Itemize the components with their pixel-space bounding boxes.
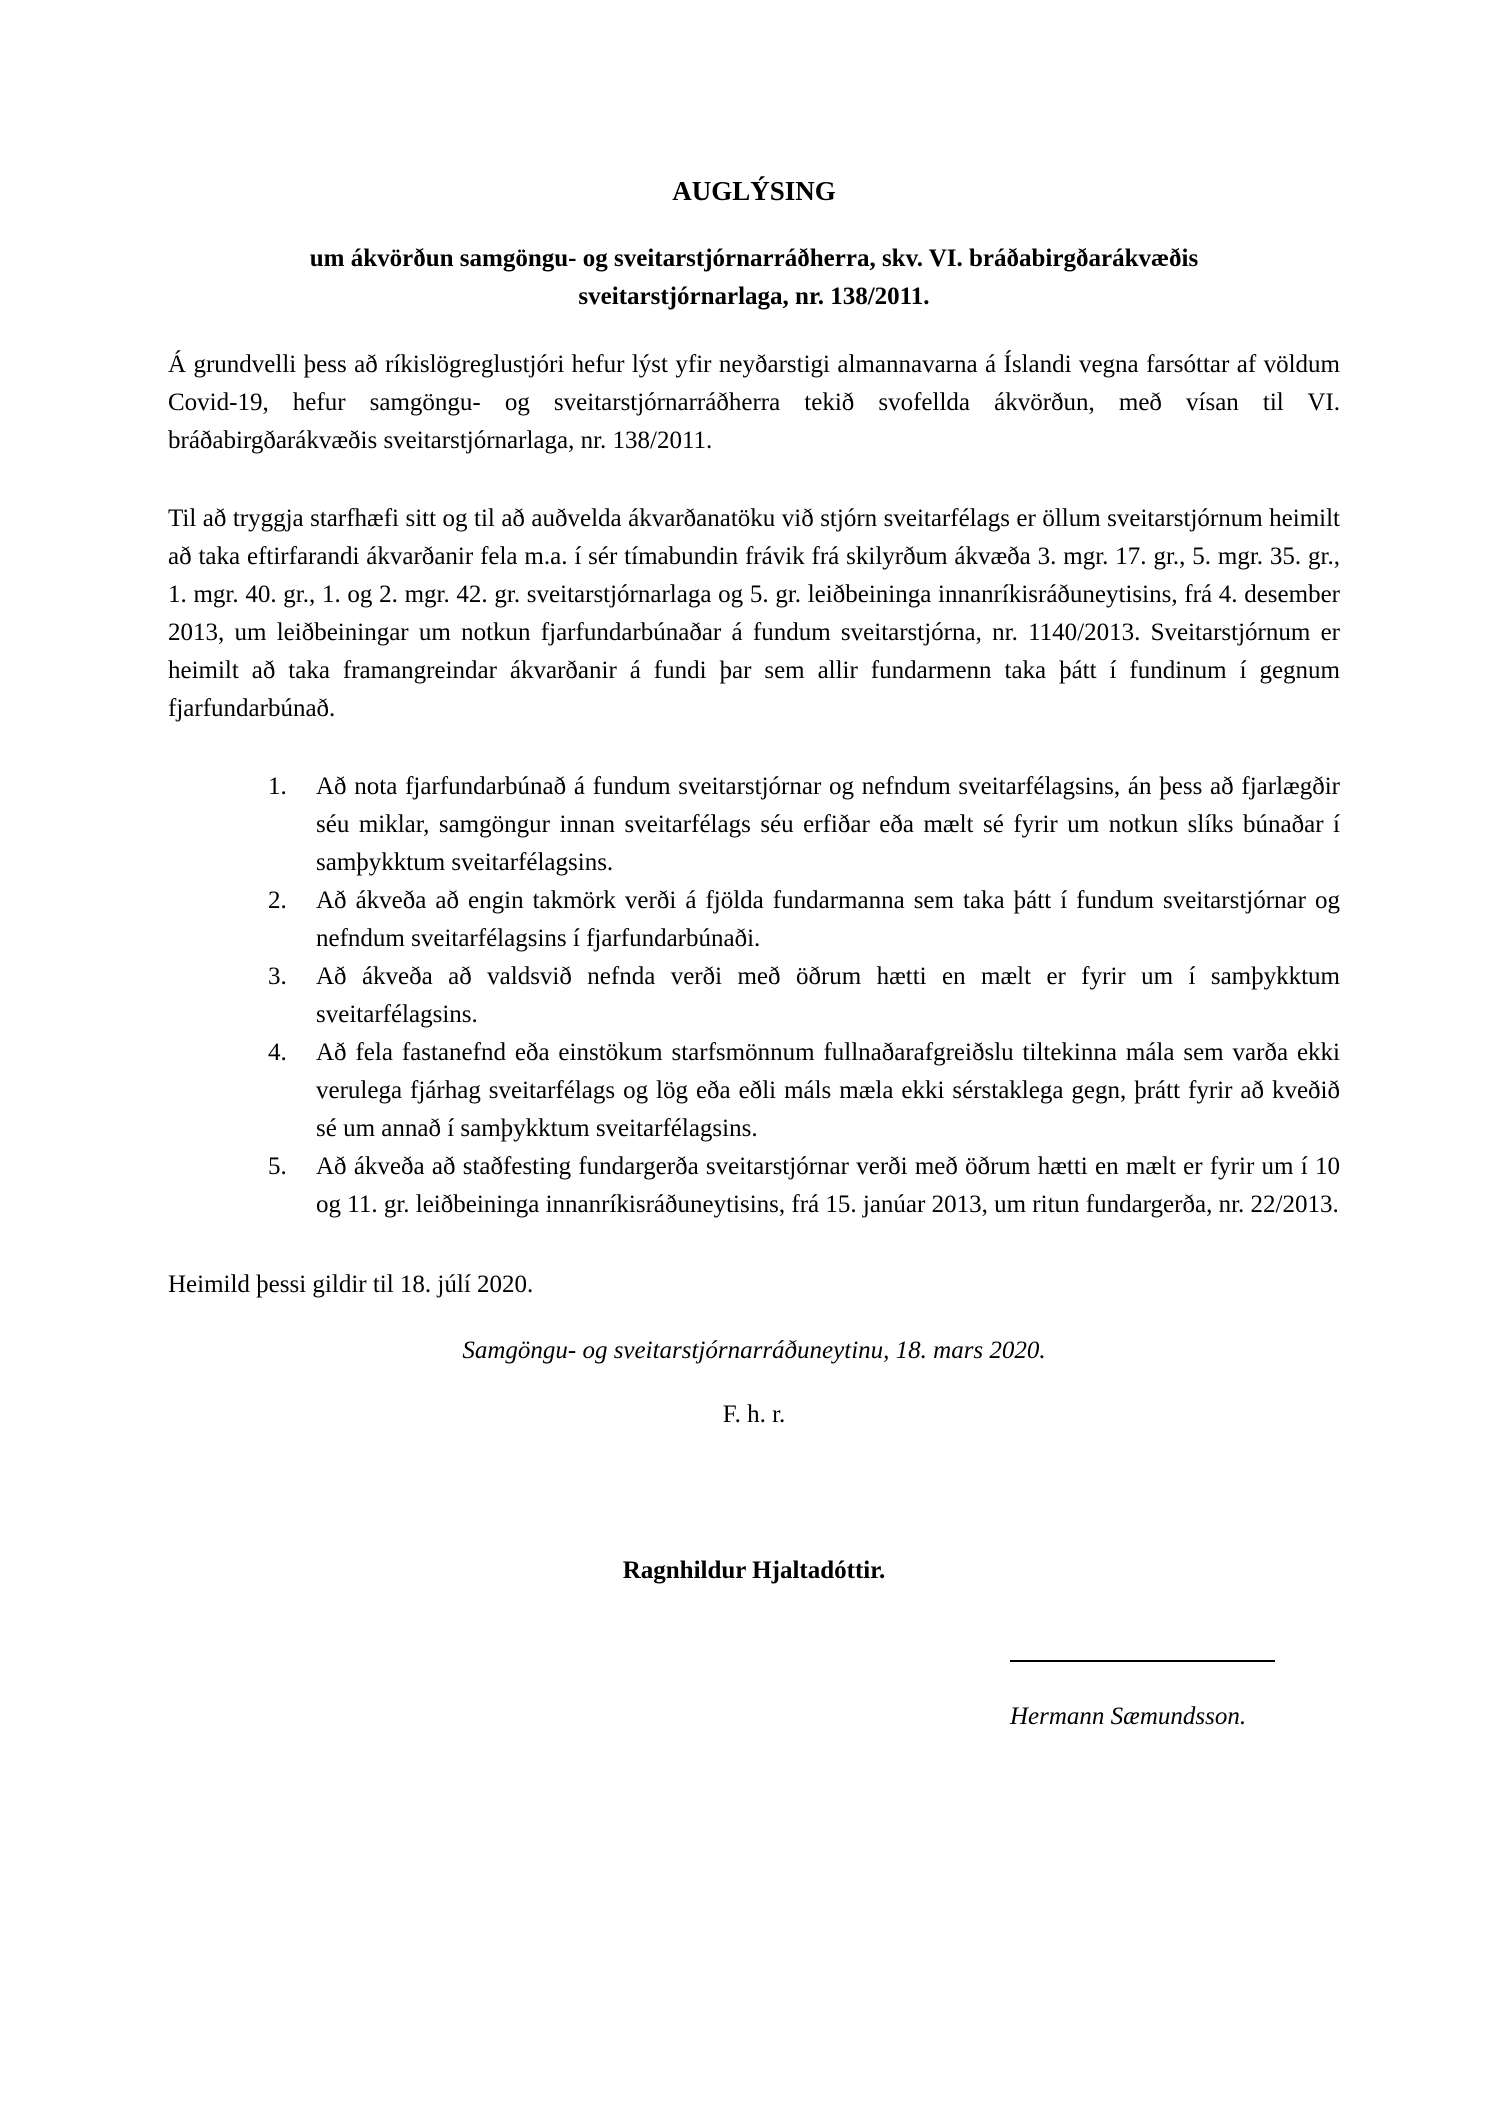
- list-item-number: 3.: [268, 963, 287, 990]
- list-item-text: Að ákveða að staðfesting fundargerða sveitarstjórnar verði með öðrum hætti en mælt er fyrir um í 10 og 11. gr. leiðbeininga innanríkisráðuneytisins, frá 15. janúar 2013, um ritun fundargerða, nr. 22/2013.: [316, 1153, 1340, 1218]
- decision-list: [168, 768, 1340, 1224]
- list-item: [268, 768, 1340, 882]
- paragraph-decision: Til að tryggja starfhæfi sitt og til að auðvelda ákvarðanatöku við stjórn sveitarfélags er öllum sveitarstjórnum heimilt að taka eftirfarandi ákvarðanir fela m.a. í sér tímabundin frávik frá skilyrðum ákvæða 3. mgr. 17. gr., 5. mgr. 35. gr., 1. mgr. 40. gr., 1. og 2. mgr. 42. gr. sveitarstjórnarlaga og 5. gr. leiðbeininga innanríkisráðuneytisins, frá 4. desember 2013, um leiðbeiningar um notkun fjarfundarbúnaðar á fundum sveitarstjórna, nr. 1140/2013. Sveitarstjórnum er heimilt að taka framangreindar ákvarðanir á fundi þar sem allir fundarmenn taka þátt í fundinum í gegnum fjarfundarbúnað.: [168, 505, 1340, 722]
- list-item: [268, 958, 1340, 1034]
- signatory-secondary-name: Hermann Sæmundsson.: [1010, 1703, 1247, 1730]
- paragraph-preamble: Á grundvelli þess að ríkislögreglustjóri hefur lýst yfir neyðarstigi almannavarna á Íslandi vegna farsóttar af völdum Covid-19, hefur samgöngu- og sveitarstjórnarráðherra tekið svofellda ákvörðun, með vísan til VI. bráðabirgðarákvæðis sveitarstjórnarlaga, nr. 138/2011.: [168, 351, 1340, 454]
- validity-note: Heimild þessi gildir til 18. júlí 2020.: [168, 1271, 534, 1298]
- signature-line: [1010, 1660, 1275, 1662]
- list-item-number: 2.: [268, 887, 287, 914]
- on-behalf-abbreviation: F. h. r.: [722, 1401, 786, 1428]
- list-item-text: Að fela fastanefnd eða einstökum starfsmönnum fullnaðarafgreiðslu tiltekinna mála sem varða ekki verulega fjárhag sveitarfélags og lög eða eðli máls mæla ekki sérstaklega gegn, þrátt fyrir að kveðið sé um annað í samþykktum sveitarfélagsins.: [316, 1039, 1340, 1142]
- document-title: AUGLÝSING: [672, 176, 836, 206]
- list-item-text: Að ákveða að valdsvið nefnda verði með öðrum hætti en mælt er fyrir um í samþykktum sveitarfélagsins.: [316, 963, 1340, 1028]
- list-item-number: 1.: [268, 773, 287, 800]
- dateline: Samgöngu- og sveitarstjórnarráðuneytinu, 18. mars 2020.: [462, 1337, 1046, 1364]
- signature-block: [1010, 1660, 1310, 1736]
- signatory-primary-name: Ragnhildur Hjaltadóttir.: [622, 1557, 886, 1584]
- list-item-number: 5.: [268, 1153, 287, 1180]
- list-item: [268, 1148, 1340, 1224]
- list-item: [268, 882, 1340, 958]
- list-item-text: Að nota fjarfundarbúnað á fundum sveitarstjórnar og nefndum sveitarfélagsins, án þess að fjarlægðir séu miklar, samgöngur innan sveitarfélags séu erfiðar eða mælt sé fyrir um notkun slíks búnaðar í samþykktum sveitarfélagsins.: [316, 773, 1340, 876]
- list-item-number: 4.: [268, 1039, 287, 1066]
- list-item-text: Að ákveða að engin takmörk verði á fjölda fundarmanna sem taka þátt í fundum sveitarstjórnar og nefndum sveitarfélagsins í fjarfundarbúnaði.: [316, 887, 1340, 952]
- list-item: [268, 1034, 1340, 1148]
- document-subtitle: um ákvörðun samgöngu- og sveitarstjórnarráðherra, skv. VI. bráðabirgðarákvæðis sveitarstjórnarlaga, nr. 138/2011.: [309, 245, 1199, 310]
